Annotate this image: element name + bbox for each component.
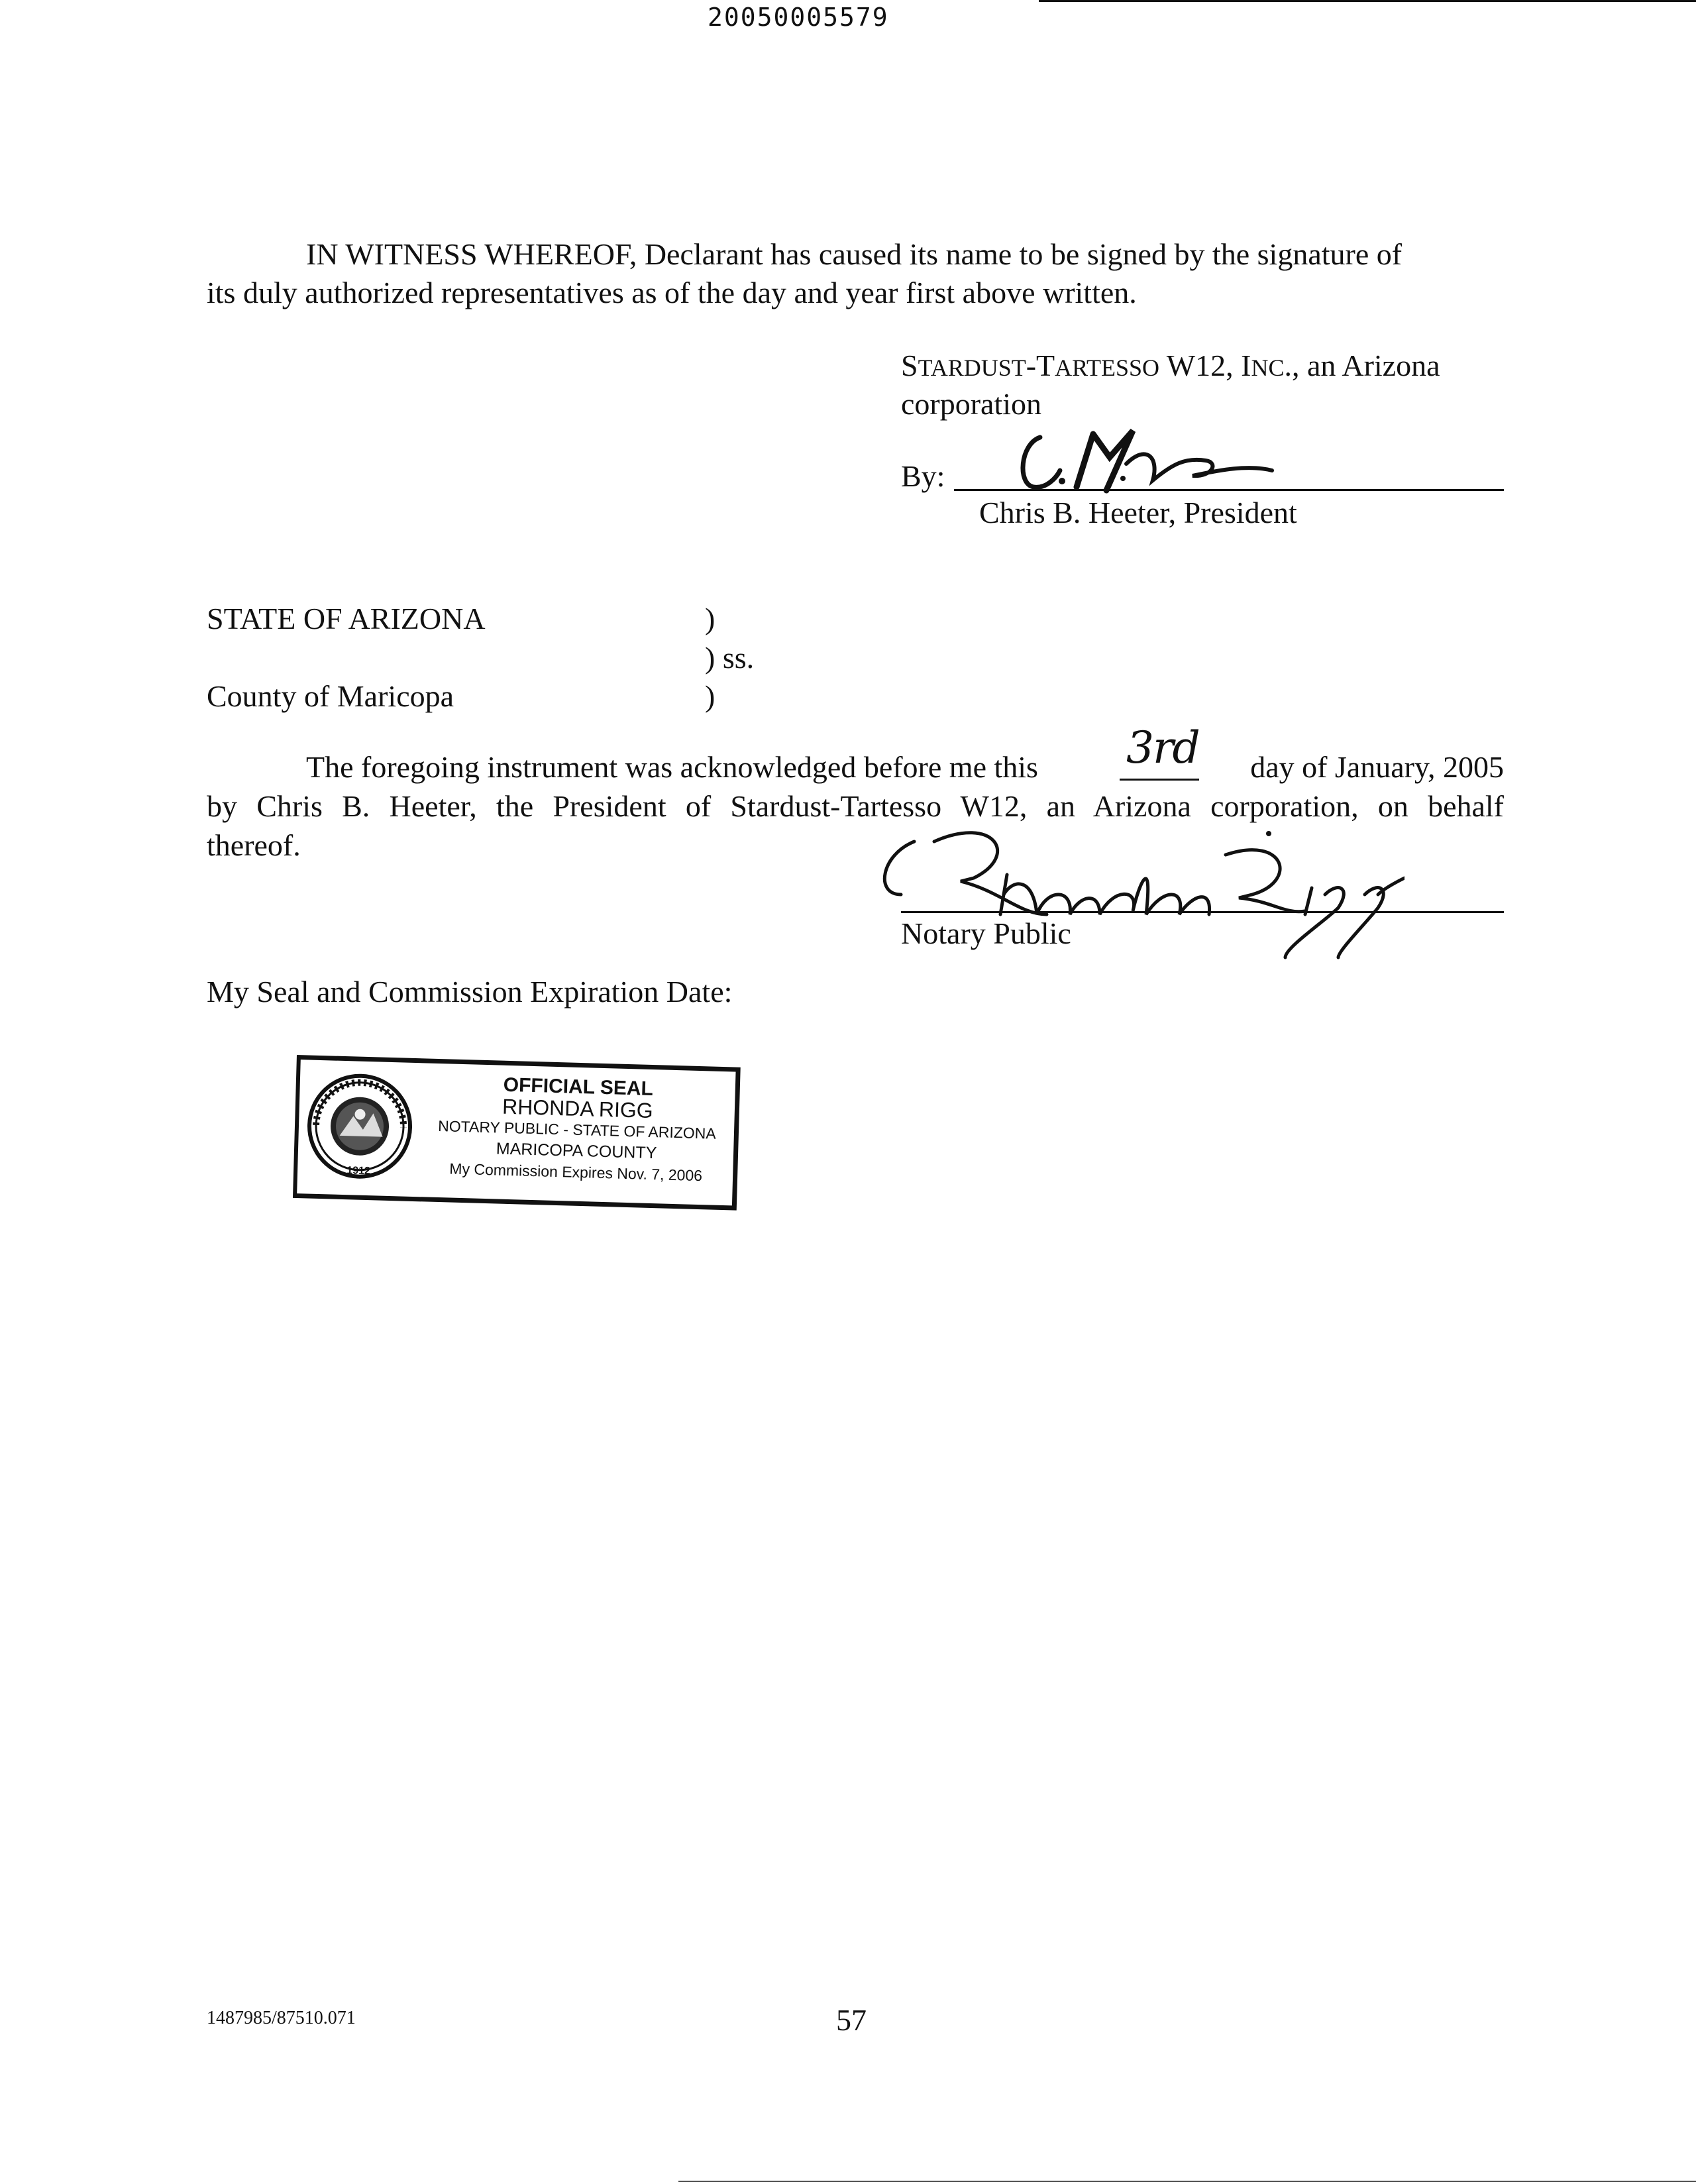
recording-number: 20050005579 bbox=[708, 3, 889, 32]
witness-line-2: its duly authorized representatives as of the day and year first above written. bbox=[207, 276, 1137, 309]
venue-paren-3: ) bbox=[705, 679, 716, 713]
day-blank-line bbox=[1120, 779, 1199, 781]
by-label: By: bbox=[901, 459, 945, 493]
seal-text-block bbox=[410, 1072, 744, 1187]
arizona-state-seal-icon bbox=[305, 1071, 414, 1180]
seal-line-1: OFFICIAL SEAL bbox=[503, 1073, 654, 1101]
notary-seal-stamp bbox=[293, 1055, 741, 1211]
commission-label: My Seal and Commission Expiration Date: bbox=[207, 975, 733, 1009]
page-number: 57 bbox=[836, 2003, 867, 2037]
venue-paren-2: ) ss. bbox=[705, 641, 755, 675]
venue-county: County of Maricopa bbox=[207, 679, 454, 713]
signer-name: Chris B. Heeter, President bbox=[979, 496, 1297, 529]
witness-line-1: IN WITNESS WHEREOF, Declarant has caused its name to be signed by the signature of bbox=[306, 237, 1403, 271]
venue-state: STATE OF ARIZONA bbox=[207, 602, 486, 635]
footer-doc-id: 1487985/87510.071 bbox=[207, 2008, 356, 2028]
handwritten-day: 3rd bbox=[1126, 722, 1199, 773]
seal-line-4: MARICOPA COUNTY bbox=[496, 1139, 657, 1163]
seal-line-2: RHONDA RIGG bbox=[502, 1094, 654, 1123]
notary-signature-line bbox=[901, 911, 1504, 913]
seal-line-3: NOTARY PUBLIC - STATE OF ARIZONA bbox=[437, 1117, 717, 1142]
seal-line-5: My Commission Expires Nov. 7, 2006 bbox=[449, 1160, 703, 1185]
venue-paren-1: ) bbox=[705, 602, 716, 635]
company-name: STARDUST-TARTESSO W12, INC., an Arizona bbox=[901, 349, 1440, 382]
ack-line-1: The foregoing instrument was acknowledged before me this day of January, 2005 bbox=[306, 750, 1504, 784]
company-line-2: corporation bbox=[901, 387, 1042, 421]
ack-line-3: thereof. bbox=[207, 828, 301, 862]
notary-label: Notary Public bbox=[901, 916, 1071, 950]
ack-line-2: by Chris B. Heeter, the President of Stardust-Tartesso W12, an Arizona corporation, on behalf bbox=[207, 789, 1504, 823]
footer-rule bbox=[678, 2181, 1696, 2182]
header-rule bbox=[1039, 0, 1696, 2]
seal-emblem-year: 1912 bbox=[346, 1165, 371, 1177]
